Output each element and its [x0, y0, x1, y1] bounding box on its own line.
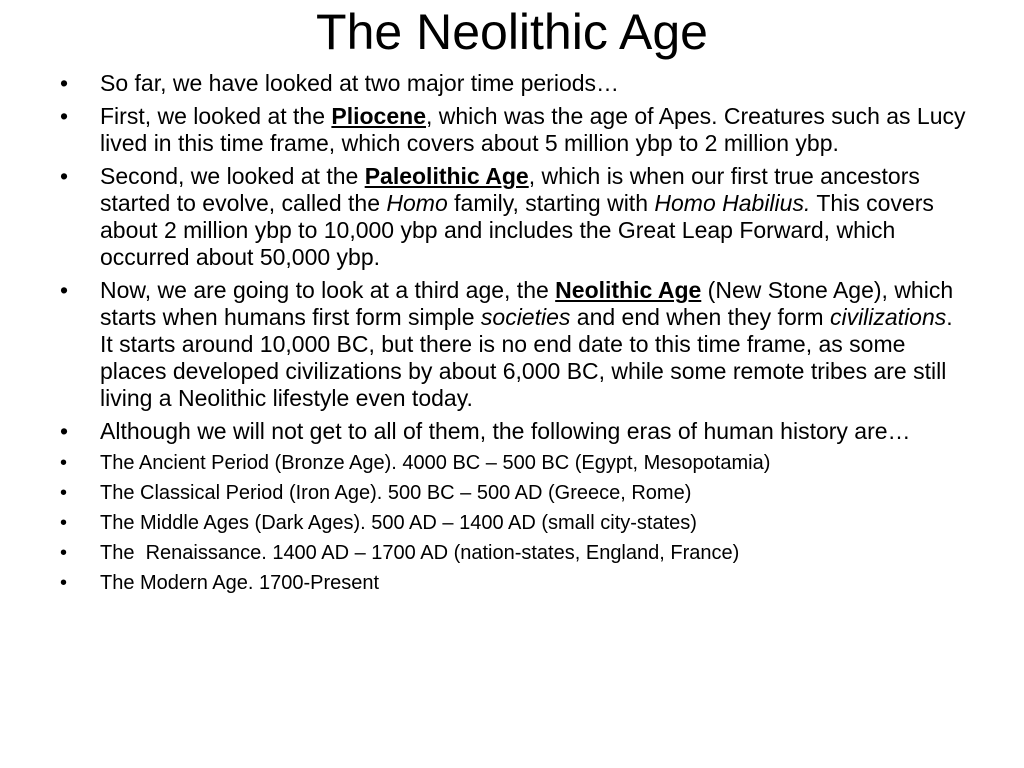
bullet-dot: • [60, 452, 68, 474]
bullet-dot: • [60, 70, 69, 96]
bullet-list [60, 70, 970, 601]
italic-term: societies [480, 304, 571, 330]
italic-term: civilizations [829, 304, 947, 330]
bullet-dot: • [60, 163, 69, 189]
bullet-text-part: Now, we are going to look at a third age, the [100, 277, 556, 303]
era-text: The Classical Period (Iron Age). 500 BC – 500 AD (Greece, Rome) [100, 482, 692, 504]
key-term: Paleolithic Age [364, 163, 529, 189]
bullet-text-part: and end when they form [570, 304, 830, 330]
bullet-text-part: , which was the age of Apes. Creatures such as Lucy lived in this time frame, which covers about 5 million ybp to 2 million ybp. [100, 103, 966, 156]
bullet-dot: • [60, 482, 68, 504]
bullet-item [60, 163, 970, 271]
bullet-dot: • [60, 277, 69, 303]
bullet-item [60, 418, 970, 445]
era-item [60, 481, 970, 505]
era-item [60, 451, 970, 475]
bullet-dot: • [60, 103, 69, 129]
bullet-text-part: , which is when our first true ancestors started to evolve, called the [100, 163, 920, 216]
bullet-item [60, 277, 970, 412]
bullet-text-part: This covers about 2 million ybp to 10,000 ybp and includes the Great Leap Forward, which occurred about 50,000 ybp. [100, 190, 934, 270]
bullet-dot: • [60, 512, 68, 534]
bullet-text-part: family, starting with [447, 190, 655, 216]
bullet-dot: • [60, 418, 69, 444]
era-text: The Ancient Period (Bronze Age). 4000 BC – 500 BC (Egypt, Mesopotamia) [100, 452, 771, 474]
bullet-text-part: First, we looked at the [100, 103, 332, 129]
bullet-text: Although we will not get to all of them, the following eras of human history are… [100, 418, 911, 444]
bullet-text-part: Second, we looked at the [100, 163, 365, 189]
era-item [60, 541, 970, 565]
era-item [60, 571, 970, 595]
key-term: Neolithic Age [555, 277, 702, 303]
bullet-text-part: . It starts around 10,000 BC, but there is no end date to this time frame, as some places developed civilizations by about 6,000 BC, while some remote tribes are still living a Neolithic lifestyle even today. [100, 304, 953, 411]
italic-term: Homo Habilius. [654, 190, 811, 216]
bullet-item [60, 70, 970, 97]
italic-term: Homo [386, 190, 448, 216]
bullet-text: So far, we have looked at two major time periods… [100, 70, 620, 96]
bullet-text-part: (New Stone Age), which starts when humans first form simple [100, 277, 954, 330]
slide-title: The Neolithic Age [316, 4, 708, 60]
bullet-item [60, 103, 970, 157]
bullet-dot: • [60, 542, 68, 564]
bullet-dot: • [60, 572, 68, 594]
key-term: Pliocene [331, 103, 426, 129]
era-item [60, 511, 970, 535]
era-text: The Modern Age. 1700-Present [100, 572, 380, 594]
era-text: The Renaissance. 1400 AD – 1700 AD (nation-states, England, France) [100, 542, 740, 564]
era-text: The Middle Ages (Dark Ages). 500 AD – 1400 AD (small city-states) [100, 512, 697, 534]
